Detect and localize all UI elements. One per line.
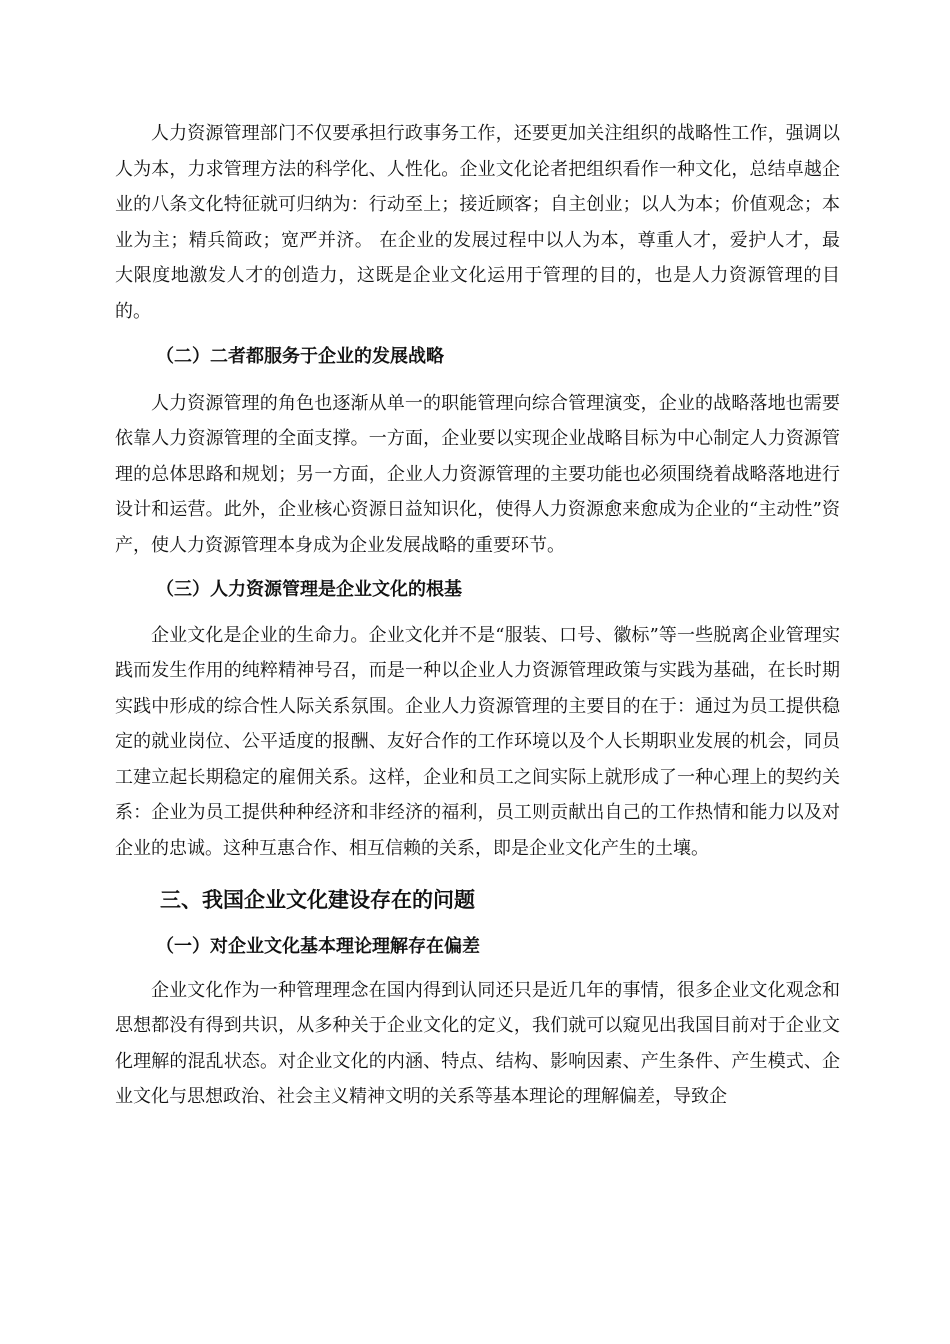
- document-page: [115, 116, 840, 1115]
- subheading-foundation: （三）人力资源管理是企业文化的根基: [156, 579, 462, 600]
- body-paragraph: 人力资源管理部门不仅要承担行政事务工作，还要更加关注组织的战略性工作，强调以人为本，力求管理方法的科学化、人性化。企业文化论者把组织看作一种文化，总结卓越企业的八条文化特征就可归纳为：行动至上；接近顾客；自主创业；以人为本；价值观念；本业为主；精兵简政；宽严并济。 在企业的发展过程中以人为本，尊重人才，爱护人才，最大限度地激发人才的创造力，这既是企业文化运用于管理的目的，也是人力资源管理的目的。: [115, 123, 840, 322]
- body-paragraph: 人力资源管理的角色也逐渐从单一的职能管理向综合管理演变，企业的战略落地也需要依靠人力资源管理的全面支撑。一方面，企业要以实现企业战略目标为中心制定人力资源管理的总体思路和规划；另一方面，企业人力资源管理的主要功能也必须围绕着战略落地进行设计和运营。此外，企业核心资源日益知识化，使得人力资源愈来愈成为企业的“主动性”资产，使人力资源管理本身成为企业发展战略的重要环节。: [115, 392, 840, 556]
- body-paragraph: 企业文化作为一种管理理念在国内得到认同还只是近几年的事情，很多企业文化观念和思想都没有得到共识，从多种关于企业文化的定义，我们就可以窥见出我国目前对于企业文化理解的混乱状态。对企业文化的内涵、特点、结构、影响因素、产生条件、产生模式、企业文化与思想政治、社会主义精神文明的关系等基本理论的理解偏差，导致企: [115, 979, 840, 1107]
- section-heading-problems: 三、我国企业文化建设存在的问题: [160, 888, 475, 912]
- subheading-theory-deviation: （一）对企业文化基本理论理解存在偏差: [156, 936, 480, 957]
- subheading-strategy: （二）二者都服务于企业的发展战略: [156, 346, 444, 367]
- body-paragraph: 企业文化是企业的生命力。企业文化并不是“服装、口号、徽标”等一些脱离企业管理实践而发生作用的纯粹精神号召，而是一种以企业人力资源管理政策与实践为基础，在长时期实践中形成的综合性人际关系氛围。企业人力资源管理的主要目的在于：通过为员工提供稳定的就业岗位、公平适度的报酬、友好合作的工作环境以及个人长期职业发展的机会，同员工建立起长期稳定的雇佣关系。这样，企业和员工之间实际上就形成了一种心理上的契约关系：企业为员工提供种种经济和非经济的福利，员工则贡献出自己的工作热情和能力以及对企业的忠诚。这种互惠合作、相互信赖的关系，即是企业文化产生的土壤。: [115, 624, 840, 859]
